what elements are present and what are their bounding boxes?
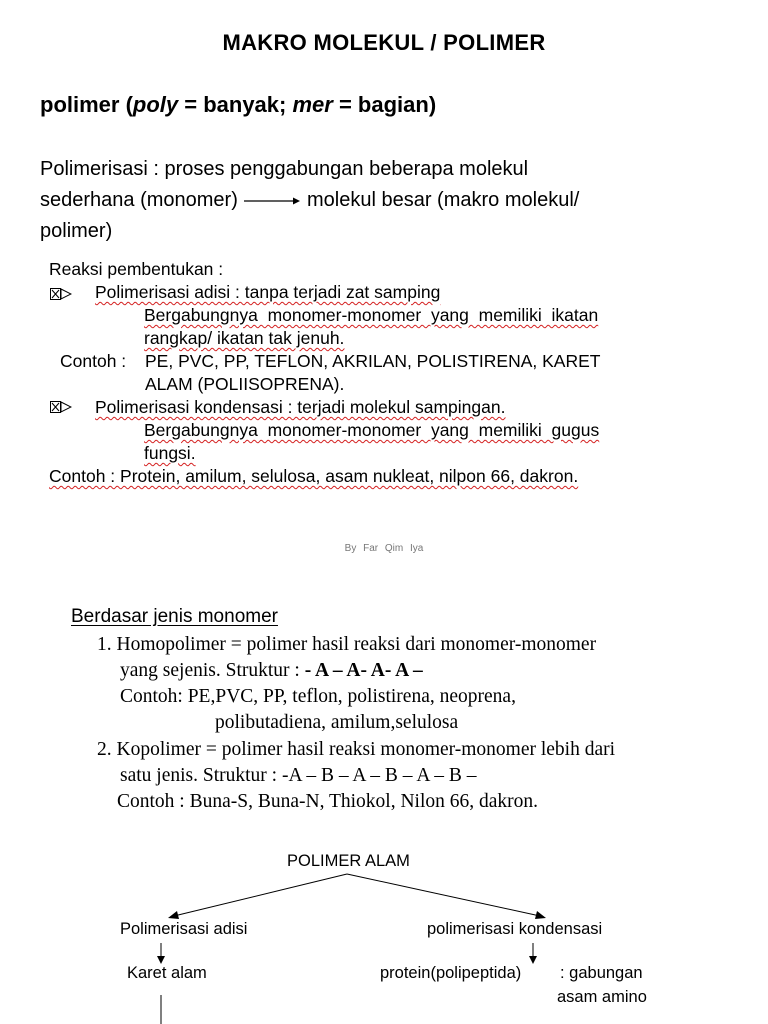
structure-formula: - A – A- A- A –	[304, 660, 423, 681]
diagram-node-protein: protein(polipeptida)	[380, 964, 522, 982]
diagram-root: POLIMER ALAM	[287, 852, 410, 870]
homopolimer-examples: Contoh: PE,PVC, PP, teflon, polistirena, neoprena,	[120, 686, 516, 707]
adisi-title: Polimerisasi adisi : tanpa terjadi zat samping	[95, 282, 441, 302]
adisi-description: Bergabungnya monomer-monomer yang memiliki ikatan	[144, 305, 599, 325]
adisi-examples: PE, PVC, PP, TEFLON, AKRILAN, POLISTIRENA, KARET	[145, 351, 601, 371]
intro-text: sederhana (monomer)	[40, 189, 238, 211]
reaksi-heading: Reaksi pembentukan :	[49, 259, 224, 279]
diagram-note: : gabungan	[560, 964, 643, 982]
structure-label: yang sejenis. Struktur :	[120, 660, 305, 681]
adisi-examples: ALAM (POLIISOPRENA).	[145, 374, 345, 394]
adisi-contoh-label: Contoh :	[60, 351, 127, 371]
definition-poly: poly	[132, 92, 179, 117]
connector-line	[174, 874, 347, 916]
author-credit: By Far Qim Iya	[344, 543, 424, 554]
kopolimer-examples: Contoh : Buna-S, Buna-N, Thiokol, Nilon 66, dakron.	[117, 791, 539, 812]
kondensasi-description: fungsi.	[144, 443, 196, 463]
arrowhead-icon	[157, 956, 165, 964]
connector-line	[347, 874, 540, 916]
diagram-node-adisi: Polimerisasi adisi	[120, 920, 248, 938]
kondensasi-description: Bergabungnya monomer-monomer yang memiliki gugus	[144, 420, 600, 440]
diagram-note: asam amino	[557, 988, 647, 1006]
definition-text: = banyak;	[178, 92, 293, 117]
arrowhead-icon	[168, 911, 179, 919]
definition-mer: mer	[292, 92, 333, 117]
adisi-description: rangkap/ ikatan tak jenuh.	[144, 328, 345, 348]
definition-text: polimer (	[40, 92, 133, 117]
kondensasi-examples: Contoh : Protein, amilum, selulosa, asam nukleat, nilpon 66, dakron.	[49, 466, 579, 486]
kopolimer-definition: 2. Kopolimer = polimer hasil reaksi monomer-monomer lebih dari	[97, 739, 616, 760]
jenis-heading: Berdasar jenis monomer	[71, 606, 278, 627]
page-title: MAKRO MOLEKUL / POLIMER	[222, 30, 546, 55]
diagram-node-kondensasi: polimerisasi kondensasi	[427, 920, 603, 938]
intro-line: Polimerisasi : proses penggabungan beberapa molekul	[40, 158, 529, 180]
homopolimer-definition: 1. Homopolimer = polimer hasil reaksi dari monomer-monomer	[97, 634, 597, 655]
intro-line: polimer)	[40, 220, 113, 242]
kondensasi-title: Polimerisasi kondensasi : terjadi molekul sampingan.	[95, 397, 506, 417]
kopolimer-structure: satu jenis. Struktur : -A – B – A – B – A – B –	[120, 765, 477, 786]
homopolimer-examples: polibutadiena, amilum,selulosa	[215, 712, 459, 733]
diagram-node-karet-alam: Karet alam	[127, 964, 207, 982]
definition-text: = bagian)	[332, 92, 437, 117]
intro-text: molekul besar (makro molekul/	[307, 189, 580, 211]
arrowhead-icon	[529, 956, 537, 964]
arrowhead-icon	[535, 911, 546, 919]
